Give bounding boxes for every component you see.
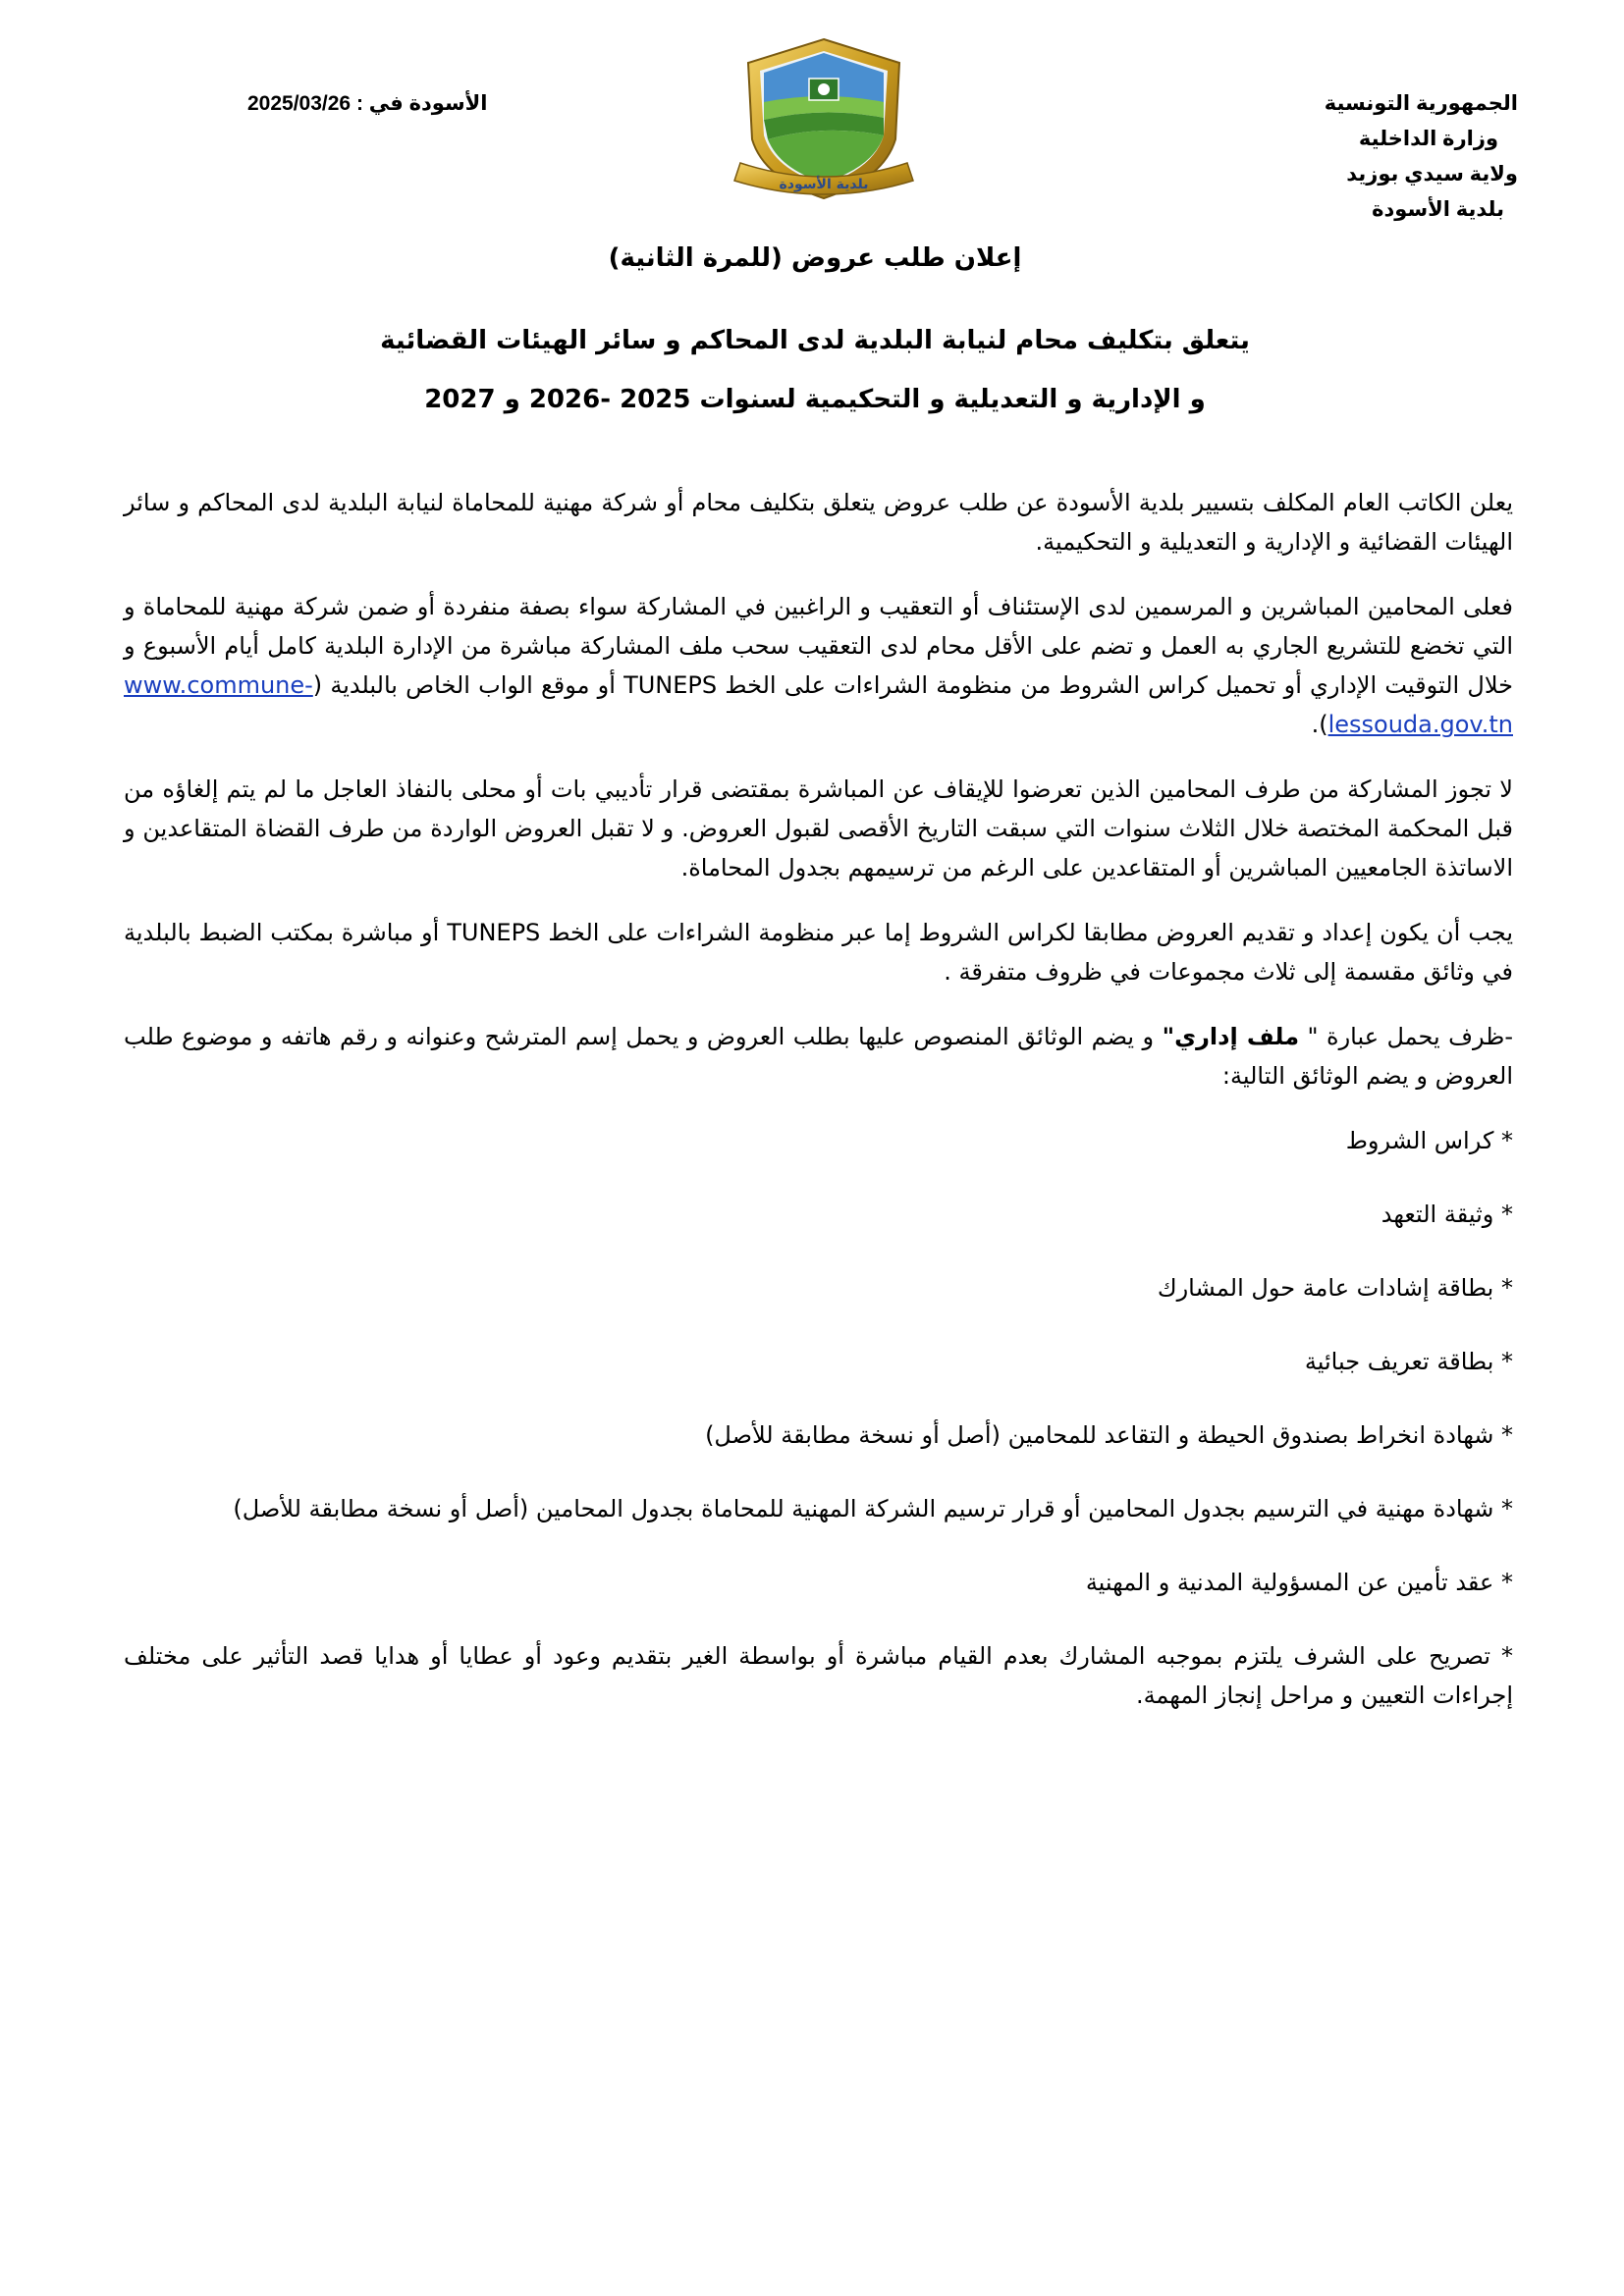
- tuneps-label-2: TUNEPS: [447, 919, 541, 946]
- header-line-country: الجمهورية التونسية: [1324, 92, 1518, 115]
- list-item: * كراس الشروط: [1345, 1127, 1513, 1154]
- paragraph-intro: يعلن الكاتب العام المكلف بتسيير بلدية الأسودة عن طلب عروض يتعلق بتكليف محام أو شركة مهنية للمحاماة لنيابة البلدية لدى المحاكم و سائر الهيئات القضائية و الإدارية و التعديلية و التحكيمية.: [124, 489, 1513, 556]
- list-item: * تصريح على الشرف يلتزم بموجبه المشارك بعدم القيام مباشرة أو بواسطة الغير بتقديم وعود أو عطايا أو هدايا قصد التأثير على مختلف إجراءات التعيين و مراحل إنجاز المهمة.: [124, 1642, 1513, 1709]
- paragraph-eligibility-text-b: أو موقع الواب الخاص بالبلدية (: [312, 671, 624, 699]
- tuneps-label: TUNEPS: [623, 671, 718, 699]
- paragraph-exclusions: لا تجوز المشاركة من طرف المحامين الذين تعرضوا للإيقاف عن المباشرة بمقتضى قرار تأديبي بات أو محلى بالنفاذ العاجل ما لم يتم إلغاؤه من قبل المحكمة المختصة خلال الثلاث سنوات التي سبقت التاريخ الأقصى لقبول العروض. و لا تقبل العروض الواردة من طرف القضاة المتقاعدين و الاساتذة الجامعيين المباشرين أو المتقاعدين على الرغم من ترسيمهم بجدول المحاماة.: [124, 775, 1513, 881]
- announcement-titles: [118, 243, 1512, 444]
- paragraph-admin-envelope: [124, 1017, 1513, 1095]
- header-line-municipality: بلدية الأسودة: [1372, 198, 1504, 221]
- place-label: الأسودة في :: [351, 92, 488, 115]
- paragraph-admin-text-a: -ظرف يحمل عبارة ": [1299, 1023, 1514, 1050]
- place-date: [247, 86, 487, 122]
- list-item: * بطاقة إشادات عامة حول المشارك: [1157, 1274, 1513, 1302]
- republic-header: [1204, 86, 1518, 228]
- admin-file-label: ملف إداري": [1162, 1023, 1300, 1050]
- paragraph-submission-text-a: يجب أن يكون إعداد و تقديم العروض مطابقا لكراس الشروط إما عبر منظومة الشراءات على الخط: [540, 919, 1514, 946]
- date-value: 2025/03/26: [247, 92, 352, 115]
- logo-caption: بلدية الأسودة: [779, 177, 869, 192]
- paragraph-eligibility-text-c: ).: [1311, 711, 1328, 738]
- list-item: * شهادة انخراط بصندوق الحيطة و التقاعد للمحامين (أصل أو نسخة مطابقة للأصل): [705, 1421, 1513, 1449]
- list-item: * بطاقة تعريف جبائية: [1304, 1348, 1513, 1375]
- announcement-title: إعلان طلب عروض (للمرة الثانية): [608, 243, 1022, 273]
- announcement-subtitle-1: يتعلق بتكليف محام لنيابة البلدية لدى المحاكم و سائر الهيئات القضائية: [380, 326, 1250, 355]
- announcement-subtitle-2: و الإدارية و التعديلية و التحكيمية لسنوات 2025 -2026 و 2027: [424, 385, 1206, 414]
- paragraph-eligibility: [124, 587, 1513, 744]
- paragraph-submission-text-b: أو مباشرة بمكتب الضبط بالبلدية في وثائق مقسمة إلى ثلاث مجموعات في ظروف متفرقة .: [124, 919, 1513, 986]
- paragraph-admin-text-b: و يضم الوثائق المنصوص عليها بطلب العروض و يحمل إسم المترشح وعنوانه و رقم هاتفه و موضوع طلب العروض و يضم الوثائق التالية:: [124, 1023, 1513, 1090]
- list-item: * شهادة مهنية في الترسيم بجدول المحامين أو قرار ترسيم الشركة المهنية للمحاماة بجدول المحامين (أصل أو نسخة مطابقة للأصل): [233, 1495, 1513, 1522]
- header-line-ministry: وزارة الداخلية: [1358, 128, 1498, 150]
- paragraph-submission: [124, 913, 1513, 991]
- list-item: * وثيقة التعهد: [1380, 1201, 1513, 1228]
- list-item: * عقد تأمين عن المسؤولية المدنية و المهنية: [1085, 1569, 1513, 1596]
- municipality-crest-logo: [727, 33, 921, 212]
- commune-website-link[interactable]: www.commune-lessouda.gov.tn: [124, 671, 1513, 738]
- announcement-body: [124, 483, 1513, 1749]
- header-line-governorate: ولاية سيدي بوزيد: [1346, 163, 1518, 186]
- paragraph-eligibility-text-a: فعلى المحامين المباشرين و المرسمين لدى الإستئناف أو التعقيب و الراغبين في المشاركة سواء بصفة منفردة أو ضمن شركة مهنية للمحاماة و التي تخضع للتشريع الجاري به العمل و تضم على الأقل محام لدى التعقيب سحب ملف المشاركة مباشرة من الإدارة البلدية كامل أيام الأسبوع و خلال التوقيت الإداري أو تحميل كراس الشروط من منظومة الشراءات على الخط: [124, 593, 1513, 699]
